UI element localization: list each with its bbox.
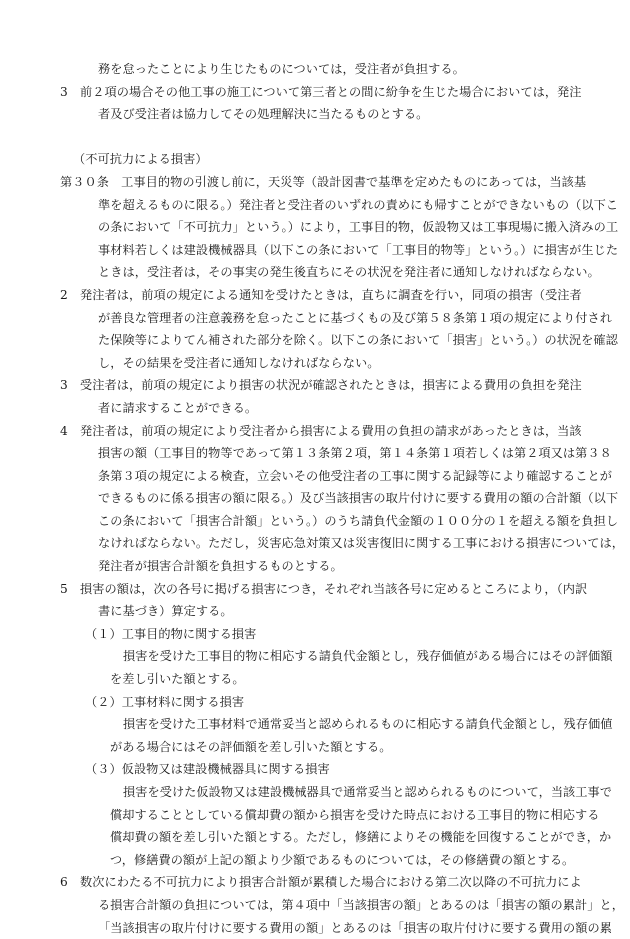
text-line: 発注者が損害合計額を負担するものとする。	[98, 559, 343, 574]
document-body	[60, 58, 624, 939]
text-line: できるものに係る損害の額に限る。）及び当該損害の取片付けに要する費用の額の合計額（以下	[98, 491, 619, 506]
text-line: 「当該損害の取片付けに要する費用の額」とあるのは「損害の取片付けに要する費用の額の累	[98, 920, 612, 935]
text-line: （２）工事材料に関する損害	[85, 694, 245, 709]
text-line: た保険等によりてん補された部分を除く。以下この条において「損害」という。）の状況を確認	[98, 333, 618, 348]
text-line: 3 前２項の場合その他工事の施工について第三者との間に紛争を生じた場合においては，発注	[60, 84, 582, 99]
text-line: が善良な管理者の注意義務を怠ったことに基づくもの及び第５８条第１項の規定により付され	[98, 310, 612, 325]
blank-line	[60, 126, 575, 149]
text-line: 務を怠ったことにより生じたものについては，受注者が負担する。	[98, 62, 465, 76]
text-line: ときは，受注者は，その事実の発生後直ちにその状況を発注者に通知しなければならない。	[98, 265, 600, 280]
text-line: 第３０条 工事目的物の引渡し前に，天災等（設計図書で基準を定めたものにあっては，当該基	[60, 174, 587, 189]
text-line: この条において「損害合計額」という。）のうち請負代金額の１００分の１を超える額を負担し	[98, 513, 619, 528]
text-line: 3 受注者は，前項の規定により損害の状況が確認されたときは，損害による費用の負担を発注	[60, 378, 582, 393]
text-line: 損害を受けた工事材料で通常妥当と認められるものに相応する請負代金額とし，残存価値	[123, 717, 613, 732]
text-line: 条第３項の規定による検査，立会いその他受注者の工事に関する記録等により確認することが	[98, 468, 612, 483]
text-line: 4 発注者は，前項の規定により受注者から損害による費用の負担の請求があったときは，当該	[60, 423, 582, 438]
text-line: 者に請求することができる。	[98, 400, 258, 415]
text-line: （３）仮設物又は建設機械器具に関する損害	[85, 762, 330, 777]
text-line: 5 損害の額は，次の各号に掲げる損害につき，それぞれ当該各号に定めるところにより，（内訳	[60, 581, 588, 596]
text-line: （１）工事目的物に関する損害	[85, 626, 257, 641]
text-line: 2 発注者は，前項の規定による通知を受けたときは，直ちに調査を行い，同項の損害（受注者	[60, 287, 582, 302]
text-line: る損害合計額の負担については，第４項中「当該損害の額」とあるのは「損害の額の累計」と，	[98, 897, 624, 912]
text-line: 償却費の額を差し引いた額とする。ただし，修繕によりその機能を回復することができ，か	[110, 830, 612, 845]
text-line: し，その結果を受注者に通知しなければならない。	[98, 355, 380, 370]
text-line: 者及び受注者は協力してその処理解決に当たるものとする。	[98, 107, 429, 122]
text-line: （不可抗力による損害）	[73, 152, 208, 167]
text-line: なければならない。ただし，災害応急対策又は災害復旧に関する工事における損害については，	[98, 536, 624, 551]
text-line: つ，修繕費の額が上記の額より少額であるものについては，その修繕費の額とする。	[110, 852, 575, 867]
text-line: 書に基づき）算定する。	[98, 604, 233, 619]
text-line: 6 数次にわたる不可抗力により損害合計額が累積した場合における第二次以降の不可抗力によ	[60, 875, 582, 890]
text-line: 事材料若しくは建設機械器具（以下この条において「工事目的物等」という。）に損害が生じた	[98, 242, 619, 257]
text-line: がある場合にはその評価額を差し引いた額とする。	[110, 739, 392, 754]
text-line: 損害を受けた仮設物又は建設機械器具で通常妥当と認められるものについて，当該工事で	[123, 785, 613, 799]
text-line: 償却することとしている償却費の額から損害を受けた時点における工事目的物に相応する	[110, 807, 600, 822]
text-line: 準を超えるものに限る。）発注者と受注者のいずれの責めにも帰すことができないもの（以下こ	[98, 197, 619, 212]
text-line: 損害の額（工事目的物等であって第１３条第２項，第１４条第１項若しくは第２項又は第３８	[98, 446, 612, 461]
text-line: 損害を受けた工事目的物に相応する請負代金額とし，残存価値がある場合にはその評価額	[123, 649, 613, 664]
text-line: の条において「不可抗力」という。）により，工事目的物，仮設物又は工事現場に搬入済みの工	[98, 220, 619, 235]
text-line: を差し引いた額とする。	[110, 672, 245, 687]
